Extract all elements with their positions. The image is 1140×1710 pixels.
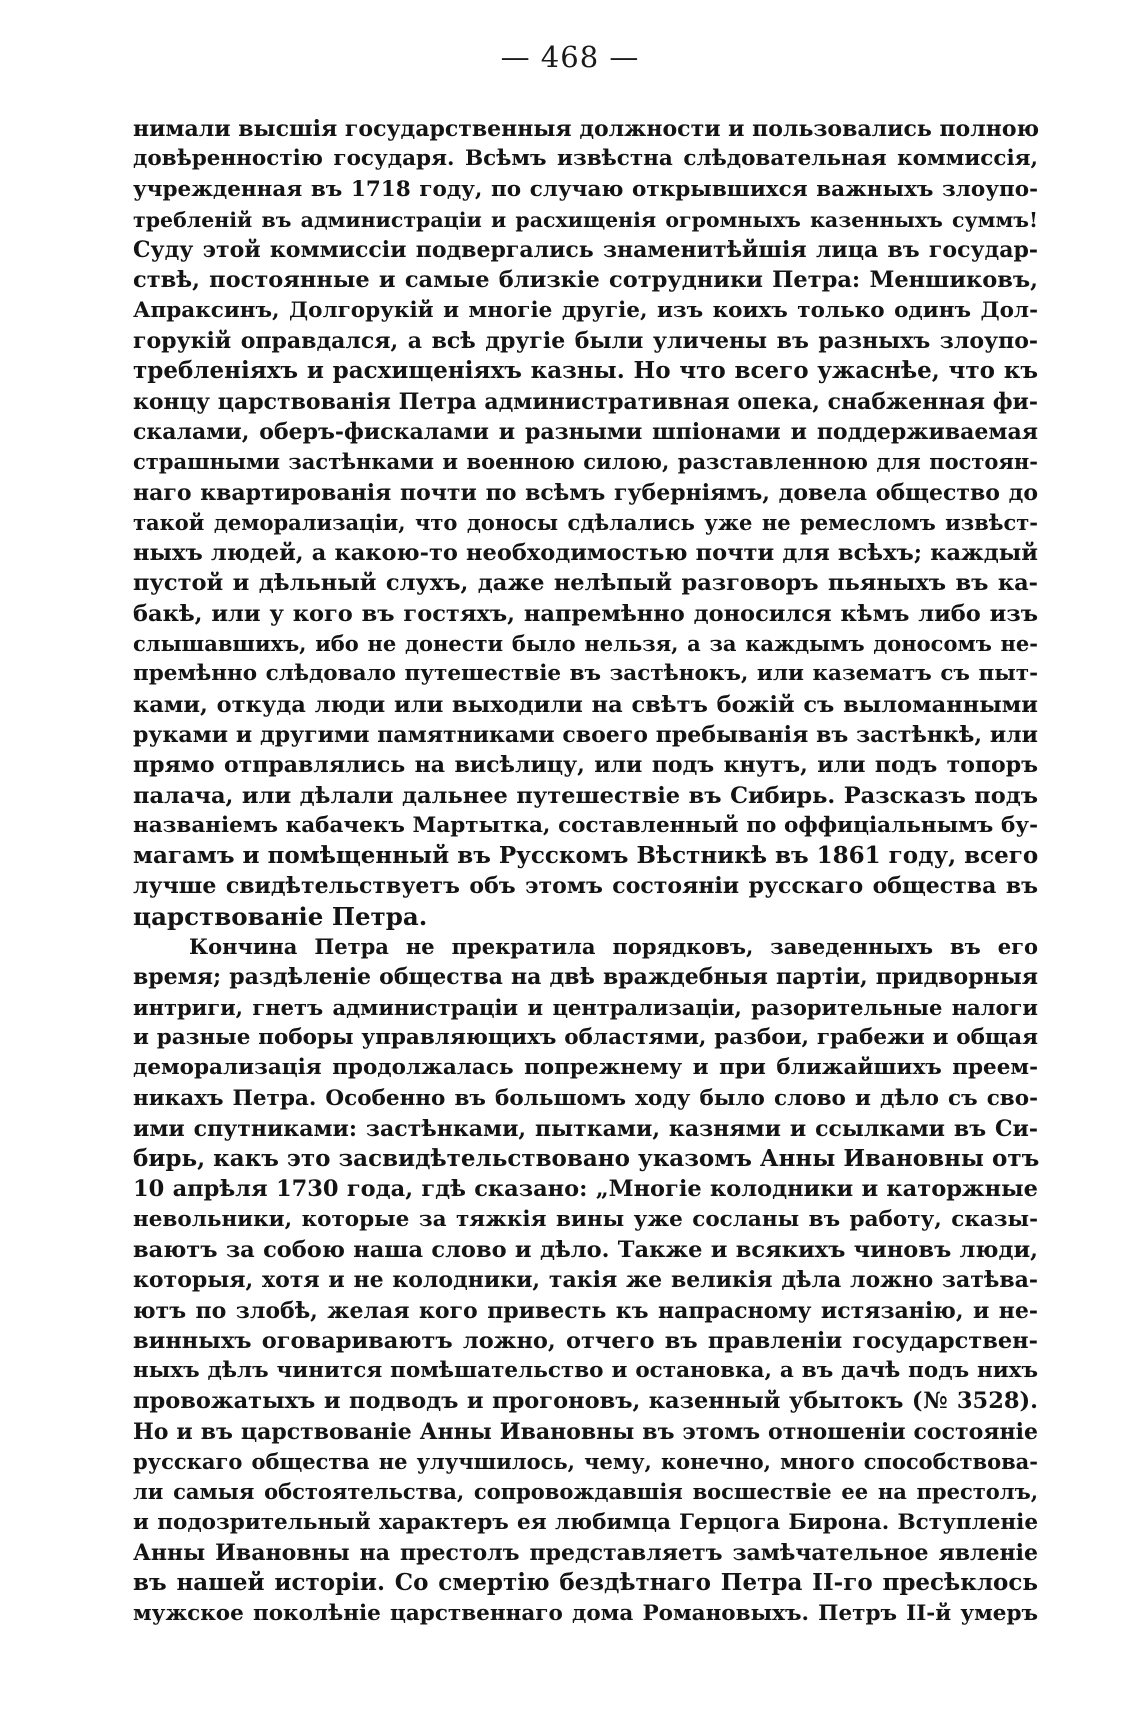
text-line: магамъ и помѣщенный въ Русскомъ Вѣстникѣ въ 1861 году, всего (133, 842, 1039, 870)
text-line: ныхъ людей, а какою-то необходимостью почти для всѣхъ; каждый (133, 540, 1038, 567)
text-line: скалами, оберъ-фискалами и разными шпiонами и поддерживаемая (133, 418, 1038, 445)
text-line: премѣнно слѣдовало путешествiе въ застѣнокъ, или казематъ съ пыт- (133, 661, 1038, 687)
text-line: Кончина Петра не прекратила порядковъ, заведенныхъ въ его (189, 934, 1038, 960)
text-line: Суду этой коммиссiи подвергались знаменитѣйшiя лица въ государ- (133, 237, 1038, 264)
text-line: 10 апрѣля 1730 года, гдѣ сказано: „Многiе колодники и каторжные (133, 1176, 1038, 1203)
text-line: русскаго общества не улучшилось, чему, конечно, много способствова- (133, 1449, 1038, 1475)
text-line: требленiй въ администрацiи и расхищенiя огромныхъ казенныхъ суммъ! (133, 207, 1038, 232)
text-line: названiемъ кабачекъ Мартытка, составленный по оффицiальнымъ бу- (133, 812, 1038, 838)
text-line: палача, или дѣлали дальнее путешествiе въ Сибирь. Разсказъ подъ (133, 782, 1038, 809)
text-line: Апраксинъ, Долгорукiй и многiе другiе, изъ коихъ только одинъ Дол- (133, 297, 1038, 323)
text-line: которыя, хотя и не колодники, такiя же великiя дѣла ложно затѣва- (133, 1267, 1038, 1294)
text-line: ими спутниками: застѣнками, пытками, казнями и ссылками въ Си- (133, 1115, 1038, 1142)
text-line: время; раздѣленiе общества на двѣ враждебныя партiи, придворныя (133, 964, 1038, 991)
text-line: никахъ Петра. Особенно въ большомъ ходу было слово и дѣло съ сво- (133, 1085, 1038, 1111)
text-line: ваютъ за собою наша слово и дѣло. Также и всякихъ чиновъ люди, (133, 1236, 1038, 1263)
text-line: невольники, которые за тяжкiя вины уже сосланы въ работу, сказы- (133, 1206, 1038, 1232)
text-line: слышавшихъ, ибо не донести было нельзя, а за каждымъ доносомъ не- (133, 631, 1038, 657)
text-line: прямо отправлялись на висѣлицу, или подъ кнутъ, или подъ топоръ (133, 752, 1038, 779)
text-line: деморализацiя продолжалась попрежнему и при ближайшихъ преем- (133, 1055, 1038, 1081)
text-line: пустой и дѣльный слухъ, даже нелѣпый разговоръ пьяныхъ въ ка- (133, 570, 1038, 597)
text-line: концу царствованiя Петра административная опека, снабженная фи- (133, 388, 1038, 415)
text-line: и разные поборы управляющихъ областями, разбои, грабежи и общая (133, 1024, 1038, 1050)
text-line: царствованiе Петра. (133, 901, 428, 931)
text-line: горукiй оправдался, а всѣ другiе были уличены въ разныхъ злоупо- (133, 328, 1038, 355)
text-line: Но и въ царствованiе Анны Ивановны въ этомъ отношенiи состоянiе (133, 1418, 1038, 1445)
text-line: страшными застѣнками и военною силою, разставленною для постоян- (133, 449, 1038, 475)
body-text (133, 114, 1038, 1629)
text-line: и подозрительный характеръ ея любимца Герцога Бирона. Вступленiе (133, 1509, 1038, 1535)
text-line: провожатыхъ и подводъ и прогоновъ, казенный убытокъ (№ 3528). (133, 1388, 1038, 1415)
text-line: ныхъ дѣлъ чинится помѣшательство и остановка, а въ дачѣ подъ нихъ (133, 1358, 1038, 1384)
text-line: наго квартированiя почти по всѣмъ губернiямъ, довела общество до (133, 479, 1038, 506)
text-line: мужское поколѣнiе царственнаго дома Романовыхъ. Петръ II-й умеръ (133, 1600, 1038, 1626)
text-line: лучше свидѣтельствуетъ объ этомъ состоянiи русскаго общества въ (133, 873, 1038, 900)
text-line: ствѣ, постоянные и самые близкiе сотрудники Петра: Меншиковъ, (133, 267, 1038, 294)
text-line: требленiяхъ и расхищенiяхъ казны. Но что всего ужаснѣе, что къ (133, 357, 1038, 385)
text-line: ками, откуда люди или выходили на свѣтъ божiй съ выломанными (133, 691, 1038, 718)
text-line: руками и другими памятниками своего пребыванiя въ застѣнкѣ, или (133, 721, 1038, 748)
text-line: интриги, гнетъ администрацiи и централизацiи, разорительные налоги (133, 994, 1038, 1020)
text-line: ютъ по злобѣ, желая кого привесть къ напрасному истязанiю, и не- (133, 1297, 1038, 1324)
page-number: — 468 — (500, 40, 640, 74)
text-line: ли самыя обстоятельства, сопровождавшiя восшествiе ее на престолъ, (133, 1479, 1038, 1505)
paragraph (133, 114, 1038, 932)
text-line: Анны Ивановны на престолъ представляетъ замѣчательное явленiе (133, 1539, 1038, 1566)
text-line: бакѣ, или у кого въ гостяхъ, напремѣнно доносился кѣмъ либо изъ (133, 600, 1038, 627)
paragraph (133, 932, 1038, 1629)
text-line: бирь, какъ это засвидѣтельствовано указомъ Анны Ивановны отъ (133, 1145, 1040, 1173)
text-line: довѣренностiю государя. Всѣмъ извѣстна слѣдовательная коммиссiя, (133, 146, 1038, 172)
text-line: нимали высшiя государственныя должности и пользовались полною (133, 116, 1040, 142)
text-line: винныхъ оговариваютъ ложно, отчего въ правленiи государствен- (133, 1327, 1038, 1354)
text-line: учрежденная въ 1718 году, по случаю открывшихся важныхъ злоупо- (133, 176, 1038, 202)
text-line: въ нашей исторiи. Со смертiю бездѣтнаго Петра II-го пресѣклось (133, 1569, 1038, 1597)
text-line: такой деморализацiи, что доносы сдѣлались уже не ремесломъ извѣст- (133, 509, 1038, 535)
